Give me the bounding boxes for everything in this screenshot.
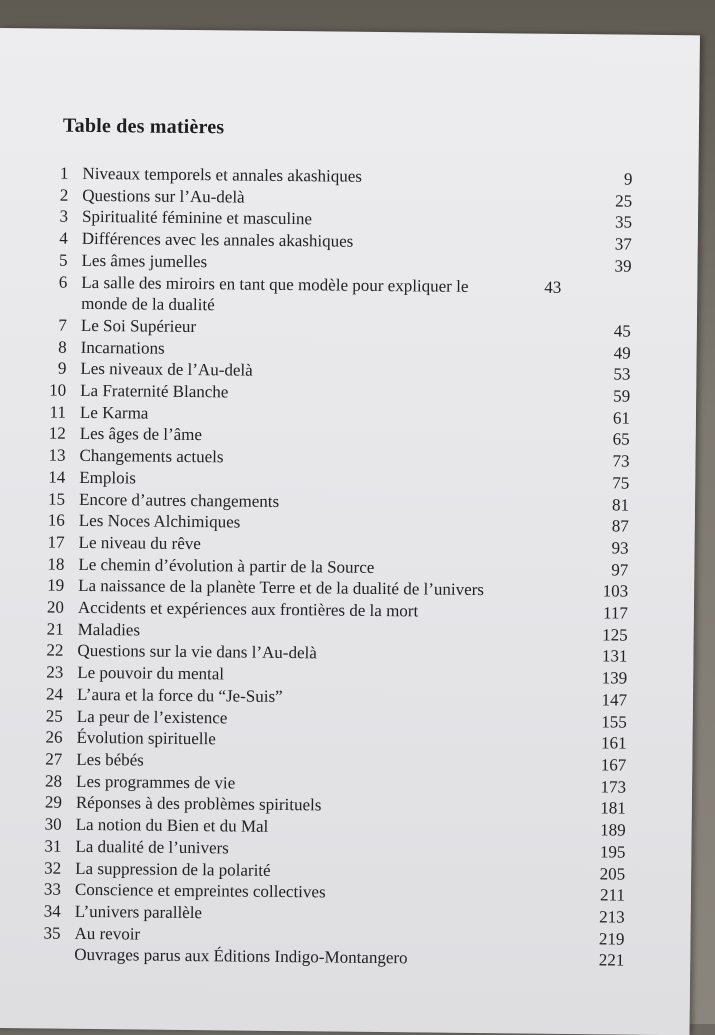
chapter-number: 20: [46, 597, 65, 617]
toc-list: [24, 162, 632, 971]
chapter-number: 5: [58, 250, 68, 270]
chapter-number: 14: [48, 467, 66, 487]
chapter-number: 19: [47, 575, 65, 596]
chapter-number: 21: [46, 619, 64, 639]
page-number: 45: [613, 321, 631, 341]
page-number: 73: [612, 451, 630, 471]
chapter-title: Différences avec les annales akashiques: [81, 228, 354, 251]
chapter-number: 3: [59, 207, 69, 227]
chapter-title: Les bébés: [76, 749, 144, 770]
chapter-title: Questions sur l’Au-delà: [82, 185, 245, 207]
chapter-number: 10: [49, 380, 67, 400]
chapter-title: Encore d’autres changements: [78, 489, 280, 511]
page-number: 189: [600, 820, 626, 840]
chapter-number: 8: [58, 337, 67, 357]
page-number: 125: [602, 625, 628, 645]
page-number: 147: [601, 690, 628, 710]
page-number: 97: [611, 560, 629, 580]
chapter-title: L’aura et la force du “Je-Suis”: [76, 684, 283, 706]
page-number: 205: [599, 863, 626, 884]
page-number: 75: [612, 473, 630, 493]
chapter-number: 15: [47, 489, 66, 509]
chapter-title: Incarnations: [80, 337, 165, 358]
chapter-number: 27: [45, 749, 63, 769]
chapter-number: 26: [45, 727, 63, 747]
chapter-number: 18: [47, 554, 65, 574]
page-number: 35: [614, 212, 633, 233]
page-number: 49: [613, 343, 631, 363]
page-number: 43: [544, 277, 562, 297]
chapter-title: Changements actuels: [79, 445, 224, 467]
chapter-number: 28: [45, 771, 63, 791]
chapter-title: La notion du Bien et du Mal: [75, 814, 269, 836]
chapter-number: 35: [43, 923, 61, 943]
chapter-title: Maladies: [77, 619, 141, 640]
chapter-title: Accidents et expériences aux frontières de la mort: [77, 597, 419, 621]
chapter-title: Évolution spirituelle: [76, 728, 216, 749]
book-page: [0, 28, 700, 1035]
chapter-title: Le Soi Supérieur: [80, 315, 197, 336]
chapter-number: 9: [57, 358, 67, 379]
chapter-title: La suppression de la polarité: [75, 858, 271, 880]
page-number: 59: [613, 386, 631, 406]
chapter-number: 29: [44, 792, 62, 813]
chapter-title: Le chemin d’évolution à partir de la Source: [78, 554, 375, 577]
page-number: 139: [601, 668, 628, 688]
page-number: 81: [611, 494, 630, 515]
chapter-number: 30: [44, 814, 62, 834]
page-number: 213: [599, 907, 625, 927]
page-number: 195: [599, 842, 626, 862]
chapter-title: Au revoir: [74, 923, 141, 944]
chapter-title: La dualité de l’univers: [75, 836, 229, 858]
page-number: 221: [598, 950, 625, 970]
chapter-title: Les âmes jumelles: [81, 250, 208, 271]
page-number: 167: [600, 755, 627, 775]
chapter-number: 34: [43, 901, 61, 921]
chapter-title: La salle des miroirs en tant que modèle pour expliquer le monde de la dualité: [81, 272, 469, 315]
chapter-title: Le pouvoir du mental: [77, 663, 225, 684]
page-number: 65: [612, 429, 630, 450]
page-number: 155: [601, 711, 627, 732]
page-number: 211: [599, 885, 626, 905]
chapter-title: Le niveau du rêve: [78, 532, 201, 554]
chapter-number: 4: [59, 228, 68, 248]
page-number: 61: [612, 408, 631, 428]
chapter-title: Les Noces Alchimiques: [78, 511, 241, 532]
chapter-number: 33: [43, 879, 62, 899]
chapter-number: 23: [46, 662, 64, 682]
chapter-number: 13: [48, 445, 66, 465]
chapter-number: 16: [47, 510, 65, 530]
chapter-title: Les niveaux de l’Au-delà: [80, 359, 253, 380]
chapter-title: Le Karma: [79, 402, 149, 423]
chapter-number: 7: [58, 315, 67, 335]
page-number: 161: [600, 733, 627, 753]
page-title: Table des matières: [62, 114, 225, 139]
chapter-title: Les âges de l’âme: [79, 424, 203, 445]
page-number: 9: [623, 169, 633, 189]
chapter-number: 11: [49, 402, 67, 422]
chapter-number: 6: [58, 272, 68, 292]
chapter-number: 25: [45, 706, 63, 726]
chapter-number: 1: [59, 163, 69, 183]
chapter-title: La peur de l’existence: [76, 706, 228, 727]
chapter-title: Spiritualité féminine et masculine: [81, 207, 313, 229]
chapter-number: 32: [44, 858, 62, 878]
chapter-title: Niveaux temporels et annales akashiques: [82, 163, 363, 186]
chapter-number: 17: [47, 532, 65, 552]
page-number: 39: [614, 256, 632, 276]
page-number: 131: [601, 646, 628, 667]
chapter-title: Réponses à des problèmes spirituels: [75, 793, 322, 815]
chapter-title: Emplois: [79, 467, 137, 488]
chapter-number: 12: [48, 423, 66, 444]
page-number: 53: [613, 364, 631, 384]
chapter-title: Ouvrages parus aux Éditions Indigo-Montangero: [74, 945, 408, 968]
page-number: 93: [611, 538, 629, 558]
chapter-title: La Fraternité Blanche: [80, 380, 229, 402]
chapter-title: Conscience et empreintes collectives: [74, 880, 326, 902]
chapter-title: Questions sur la vie dans l’Au-delà: [77, 641, 317, 663]
page-number: 219: [598, 928, 625, 949]
page-number: 181: [600, 798, 626, 818]
chapter-number: 24: [45, 684, 64, 704]
chapter-title: La naissance de la planète Terre et de la dualité de l’univers: [78, 576, 485, 600]
page-number: 173: [600, 777, 627, 797]
chapter-number: 31: [44, 836, 62, 856]
page-number: 117: [602, 603, 629, 623]
chapter-number: 2: [59, 185, 69, 205]
page-number: 103: [602, 581, 629, 601]
chapter-title: Les programmes de vie: [76, 771, 236, 793]
page-number: 37: [614, 234, 632, 254]
chapter-title: L’univers parallèle: [74, 901, 203, 923]
page-number: 25: [615, 191, 633, 211]
toc-entry: [31, 271, 631, 321]
chapter-number: 22: [46, 640, 64, 661]
page-number: 87: [611, 516, 629, 536]
